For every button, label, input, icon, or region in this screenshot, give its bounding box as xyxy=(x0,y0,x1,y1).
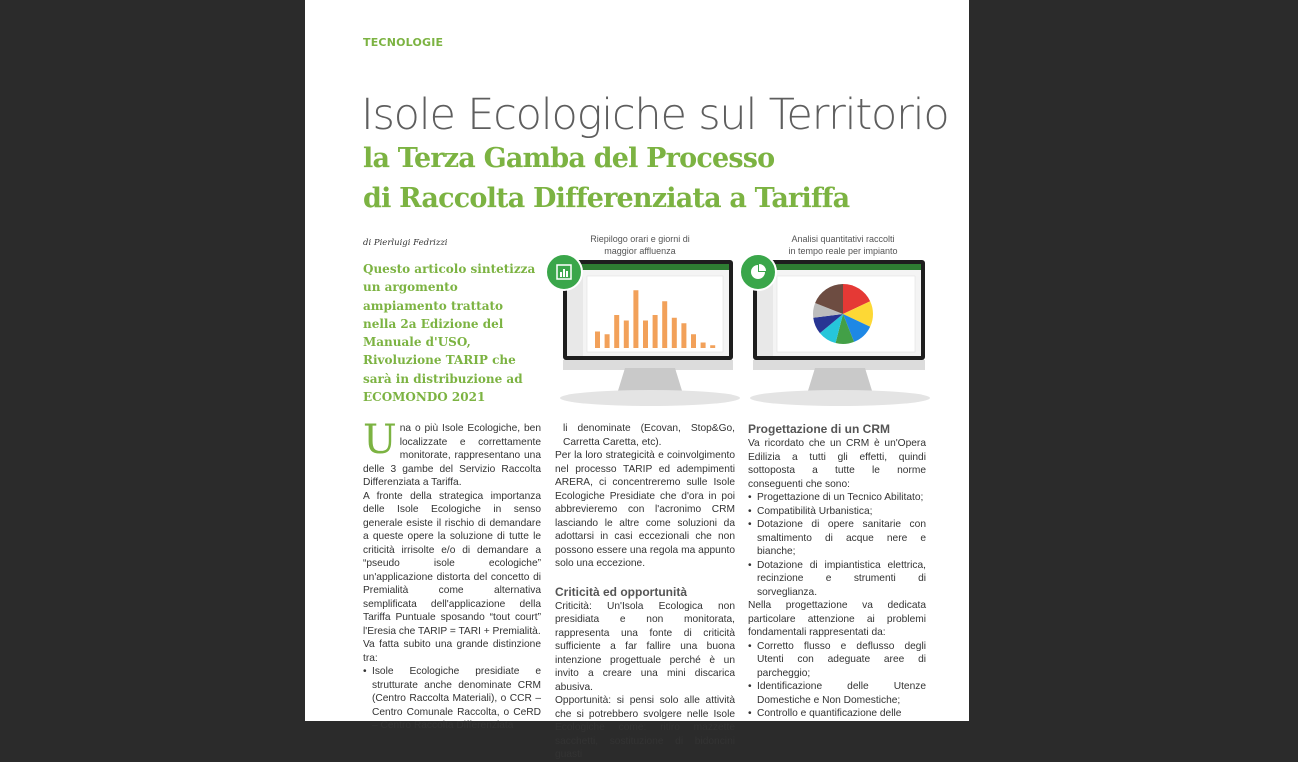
screen-header-bar xyxy=(567,264,729,270)
monitor-left-stand xyxy=(555,368,745,408)
caption-right xyxy=(763,233,923,257)
paragraph: A fronte della strategica importanza delle Isole Ecologiche in senso generale esiste il rischio di demandare a queste opere la soluzione di tutte le criticità irrisolte e/o di demandare a “pseudo isole ecologiche” un'applicazione distorta del concetto di Premialità come alternativa semplificata dell'applicazione della Tariffa Puntuale sposando “tout court” l'Eresia che TARIP = TARI + Premialità. xyxy=(363,490,541,637)
article-subtitle-line-2: di Raccolta Differenziata a Tariffa xyxy=(363,183,850,214)
monitor-right-frame xyxy=(753,260,925,360)
paragraph: Criticità: Un'Isola Ecologica non presidiata e non monitorata, rappresenta una fonte di criticità sufficiente a far fallire una buona intenzione progettuale perché è un invito a creare una mini discarica abusiva. xyxy=(555,600,735,693)
bar xyxy=(605,334,610,348)
list-item: • Controllo e quantificazione delle xyxy=(748,707,926,721)
byline: di Pierluigi Fedrizzi xyxy=(363,238,448,248)
pie-chart-icon xyxy=(741,255,775,289)
caption-right-line-2: in tempo reale per impianto xyxy=(788,246,898,256)
magazine-page xyxy=(305,0,969,760)
bar xyxy=(633,290,638,348)
bar xyxy=(672,318,677,348)
caption-left-line-2: maggior affluenza xyxy=(604,246,676,256)
drop-cap: U xyxy=(363,417,397,463)
bullet-list xyxy=(748,640,926,721)
monitor-left-screen xyxy=(567,264,729,356)
bar-chart xyxy=(567,264,729,356)
paragraph: Opportunità: si pensi solo alle attività che si potrebbero svolgere nelle Isole Ecologiche come: ritiro mazzette sacchetti, sostituzione di bidoncini guasti xyxy=(555,695,735,760)
text-column-2 xyxy=(555,422,735,762)
pie-chart xyxy=(757,264,921,356)
article-subtitle-line-1: la Terza Gamba del Processo xyxy=(363,143,775,174)
paragraph: Va ricordato che un CRM è un'Opera Edilizia a tutti gli effetti, quindi sottoposta a tutte le norme conseguenti che sono: xyxy=(748,438,926,490)
list-item: • Dotazione di opere sanitarie con smaltimento di acque nere e bianche; xyxy=(748,518,926,559)
paragraph-text: na o più Isole Ecologiche, ben localizzate e correttamente monitorate, rappresentano una delle 3 gambe del Servizio Raccolta Differenziata a Tariffa. xyxy=(363,423,541,488)
bar xyxy=(691,334,696,348)
caption-left xyxy=(560,233,720,257)
text-column-3 xyxy=(748,422,926,721)
list-item: • Corretto flusso e deflusso degli Utenti con adeguate aree di parcheggio; xyxy=(748,640,926,681)
monitor-right-stand xyxy=(745,368,935,408)
paragraph: Va fatta subito una grande distinzione tra: xyxy=(363,639,541,664)
list-item: • Identificazione delle Utenze Domestiche e Non Domestiche; xyxy=(748,680,926,707)
monitor-left-frame xyxy=(563,260,733,360)
text-column-1 xyxy=(363,417,541,733)
bar xyxy=(595,332,600,349)
paragraph: Per la loro strategicità e coinvolgimento nel processo TARIP ed adempimenti ARERA, ci concentreremo sulle Isole Ecologiche Presidiate che d'ora in poi abbrevieremo con l'acronimo CRM lasciando le altre come soluzioni da adottarsi in casi eccezionali che non possono essere una regola ma appunto solo una eccezione. xyxy=(555,450,735,569)
bar xyxy=(681,323,686,348)
list-item: • Progettazione di un Tecnico Abilitato; xyxy=(748,491,926,505)
bar xyxy=(701,343,706,349)
section-label: TECNOLOGIE xyxy=(363,36,444,49)
screen-header-bar xyxy=(757,264,921,270)
bar-chart-badge xyxy=(545,253,583,291)
paragraph: Nella progettazione va dedicata particolare attenzione ai problemi fondamentali rappresentati da: xyxy=(748,600,926,638)
bar xyxy=(643,321,648,349)
list-item: • Compatibilità Urbanistica; xyxy=(748,505,926,519)
section-heading: Criticità ed opportunità xyxy=(555,584,687,599)
caption-left-line-1: Riepilogo orari e giorni di xyxy=(590,234,690,244)
bullet-list xyxy=(748,491,926,599)
bar xyxy=(614,315,619,348)
list-item: • Isole Ecologiche presidiate e strutturate anche denominate CRM (Centro Raccolta Materiali), o CCR – Centro Comunale Raccolta, o CeRD – Centro Raccolta Differenziata xyxy=(363,665,541,733)
bar xyxy=(624,321,629,349)
intro-text: Questo articolo sintetizza un argomento ampiamento trattato nella 2a Edizione del Manuale d'USO, Rivoluzione TARIP che sarà in distribuzione ad ECOMONDO 2021 xyxy=(363,262,536,405)
list-item: • Dotazione di impiantistica elettrica, recinzione e strumenti di sorveglianza. xyxy=(748,559,926,600)
monitor-right-screen xyxy=(757,264,921,356)
bar xyxy=(710,345,715,348)
bar xyxy=(653,315,658,348)
bar-chart-icon xyxy=(547,255,581,289)
caption-right-line-1: Analisi quantitativi raccolti xyxy=(791,234,895,244)
bar xyxy=(662,301,667,348)
pie-chart-badge xyxy=(739,253,777,291)
paragraph xyxy=(363,417,541,490)
section-heading: Progettazione di un CRM xyxy=(748,422,890,436)
article-title: Isole Ecologiche sul Territorio xyxy=(361,90,949,140)
paragraph: li denominate (Ecovan, Stop&Go, Carretta Caretta, etc). xyxy=(563,423,735,448)
bullet-list xyxy=(363,665,541,733)
